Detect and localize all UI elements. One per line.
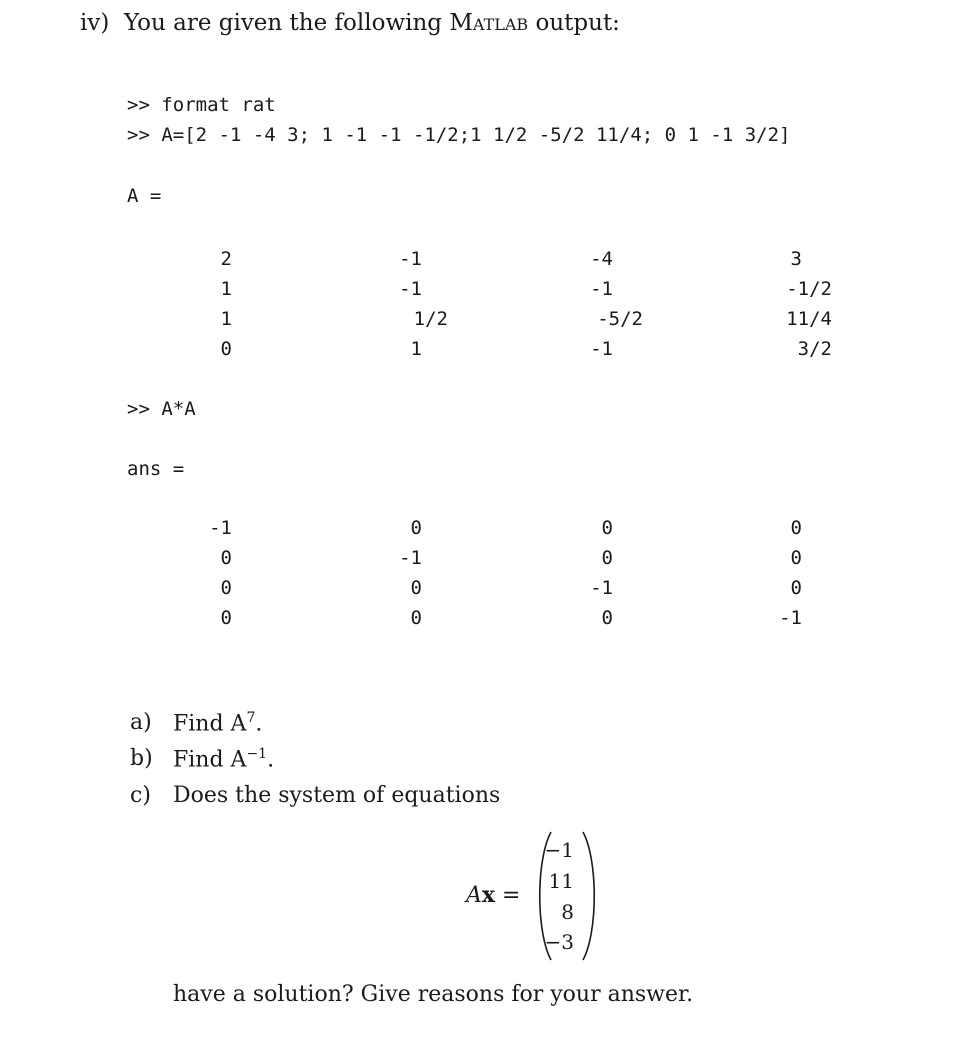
matrix-a-cell: -1 xyxy=(590,338,613,360)
matrix-a-cell: -1 xyxy=(590,278,613,300)
command-multiply: >> A*A xyxy=(127,398,196,420)
vector-entry: 11 xyxy=(548,869,574,893)
vector-entry: −1 xyxy=(544,838,574,862)
question-c-label: c) xyxy=(130,783,151,808)
matrix-ans-cell: 0 xyxy=(410,607,422,629)
question-a-label: a) xyxy=(130,710,152,735)
question-a-end: . xyxy=(255,711,263,737)
question-b-label: b) xyxy=(130,746,153,771)
vector-entry: −3 xyxy=(544,930,574,954)
matrix-a-cell: 2 xyxy=(220,248,232,270)
matrix-ans-cell: 0 xyxy=(790,547,802,569)
matrix-ans-cell: 0 xyxy=(220,607,232,629)
question-c-text: Does the system of equations xyxy=(173,783,501,808)
matrix-a-cell: -1/2 xyxy=(786,278,832,300)
matrix-ans-cell: 0 xyxy=(220,577,232,599)
question-b-body: Find A xyxy=(173,747,247,773)
matrix-ans-cell: -1 xyxy=(399,547,422,569)
equation-vector-symbol: x xyxy=(481,882,496,908)
heading-text-before: You are given the following xyxy=(123,10,443,36)
matrix-ans-label: ans = xyxy=(127,458,185,480)
problem-number: iv) xyxy=(80,10,110,36)
matrix-ans-cell: -1 xyxy=(590,577,613,599)
equation-matrix-symbol: A xyxy=(466,883,482,908)
heading-text-after: output: xyxy=(535,10,620,36)
software-name: Matlab xyxy=(449,10,529,36)
command-format: >> format rat xyxy=(127,94,276,116)
matrix-a-cell: 0 xyxy=(220,338,232,360)
matrix-ans-cell: 0 xyxy=(601,517,613,539)
matrix-ans-cell: 0 xyxy=(790,577,802,599)
matrix-a-cell: -1 xyxy=(399,278,422,300)
matrix-a-cell: -4 xyxy=(590,248,613,270)
matrix-ans-cell: 0 xyxy=(601,547,613,569)
matrix-a-cell: -1 xyxy=(399,248,422,270)
question-a-body: Find A xyxy=(173,711,247,737)
matrix-ans-cell: -1 xyxy=(779,607,802,629)
right-paren-icon xyxy=(580,830,600,962)
matrix-a-cell: -5/2 xyxy=(597,308,643,330)
matrix-ans-cell: 0 xyxy=(220,547,232,569)
matrix-a-cell: 1 xyxy=(220,278,232,300)
command-assign: >> A=[2 -1 -4 3; 1 -1 -1 -1/2;1 1/2 -5/2 11/4; 0 1 -1 3/2] xyxy=(127,124,791,146)
question-b-exponent: −1 xyxy=(246,746,268,762)
question-a-exponent: 7 xyxy=(246,710,256,726)
question-a-text xyxy=(173,710,262,736)
matrix-ans-cell: 0 xyxy=(601,607,613,629)
matrix-a-cell: 1 xyxy=(220,308,232,330)
question-b-text xyxy=(173,746,274,772)
question-b-end: . xyxy=(267,747,275,773)
matrix-a-cell: 3/2 xyxy=(797,338,832,360)
matrix-a-cell: 3 xyxy=(790,248,802,270)
equation-lhs xyxy=(466,882,520,908)
matrix-a-label: A = xyxy=(127,185,162,207)
closing-question: have a solution? Give reasons for your answer. xyxy=(173,982,694,1007)
vector-entry: 8 xyxy=(561,900,574,924)
matrix-ans-cell: 0 xyxy=(790,517,802,539)
matrix-a-cell: 1/2 xyxy=(413,308,448,330)
matrix-ans-cell: 0 xyxy=(410,517,422,539)
equation-equals: = xyxy=(502,883,521,908)
matrix-ans-cell: -1 xyxy=(209,517,232,539)
matrix-a-cell: 1 xyxy=(410,338,422,360)
matrix-ans-cell: 0 xyxy=(410,577,422,599)
problem-heading xyxy=(80,10,620,36)
matrix-a-cell: 11/4 xyxy=(786,308,832,330)
